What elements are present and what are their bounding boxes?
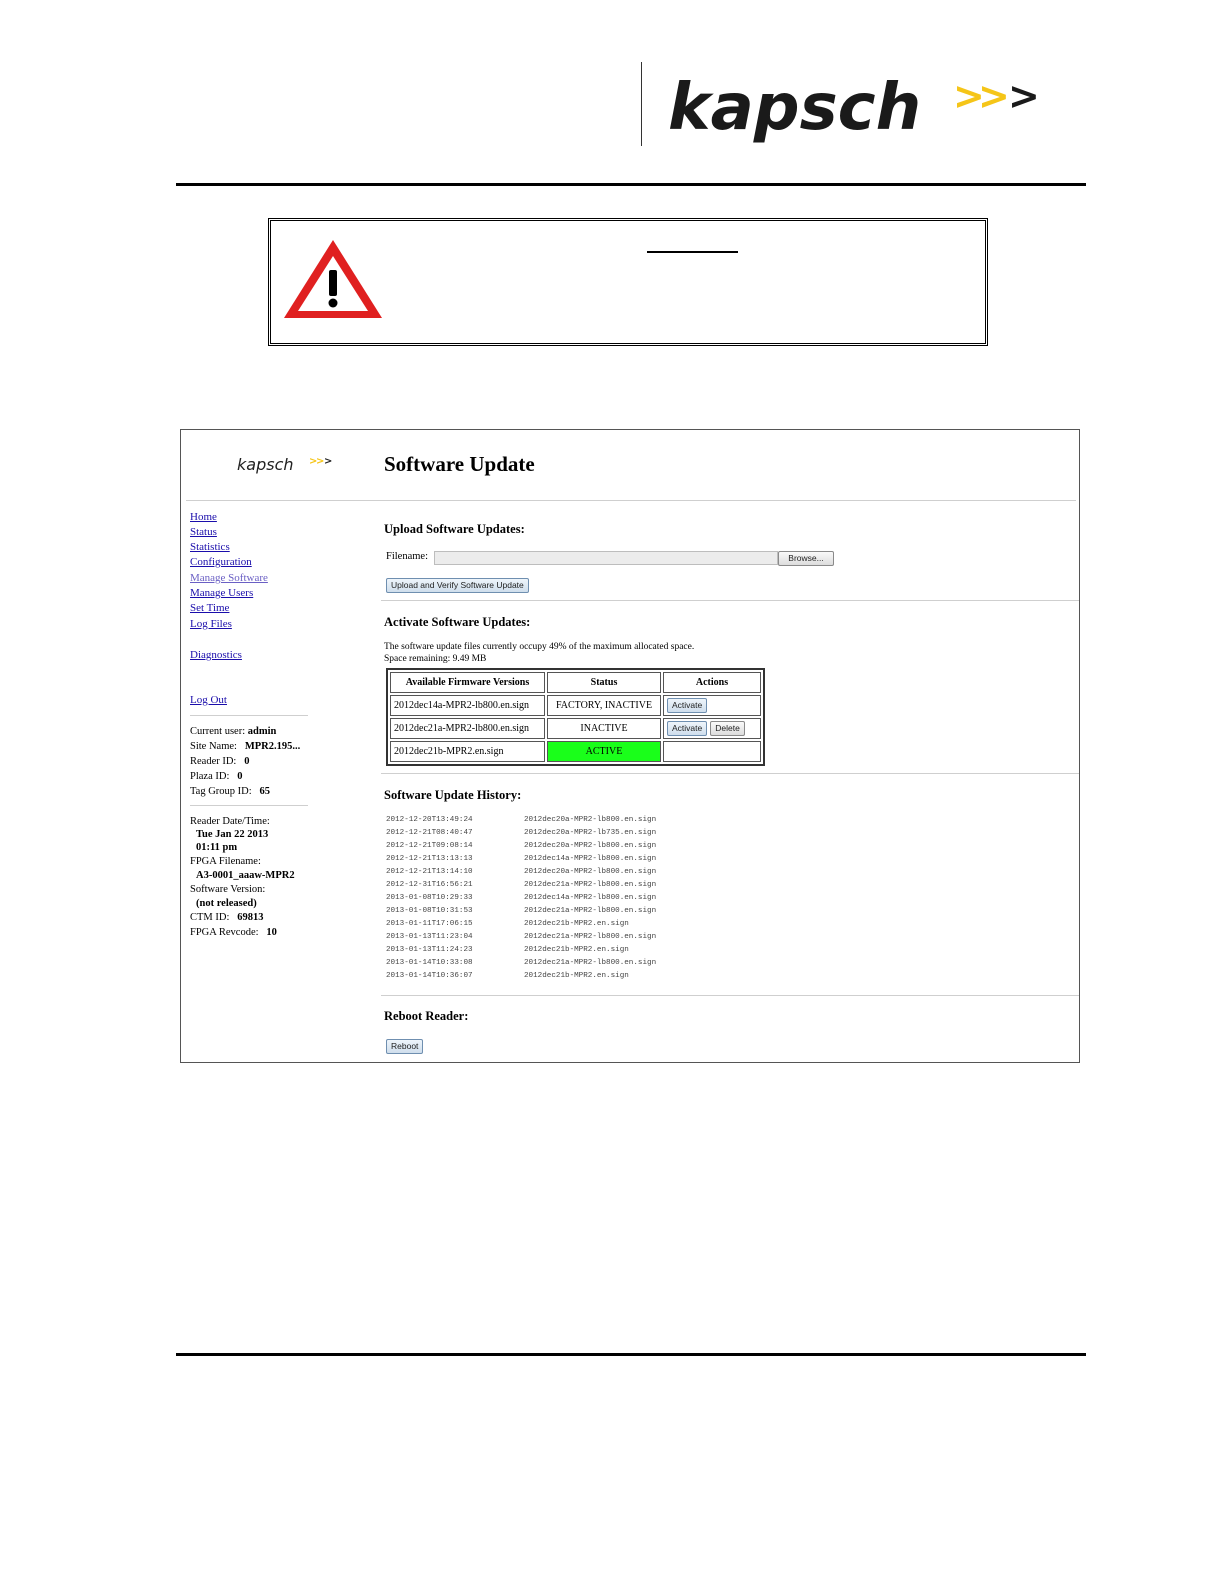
history-filename: 2012dec14a-MPR2-lb800.en.sign — [524, 855, 657, 863]
nav-manage-users[interactable]: Manage Users — [190, 587, 254, 599]
activate-button[interactable]: Activate — [667, 721, 707, 736]
reader-datetime-label: Reader Date/Time: — [190, 816, 270, 827]
nav-statistics[interactable]: Statistics — [190, 541, 230, 553]
history-filename: 2012dec21b-MPR2.en.sign — [524, 920, 629, 928]
space-remaining-text: Space remaining: 9.49 MB — [384, 654, 487, 664]
svg-text:>: > — [309, 456, 318, 467]
history-timestamp: 2012-12-21T08:40:47 — [386, 829, 473, 837]
history-timestamp: 2013-01-08T10:31:53 — [386, 907, 473, 915]
firmware-version: 2012dec21b-MPR2.en.sign — [390, 741, 545, 762]
page-title: Software Update — [384, 452, 535, 476]
kapsch-logo — [668, 64, 1088, 144]
software-update-screenshot — [180, 429, 1080, 1063]
activate-divider — [381, 773, 1080, 774]
header-divider — [641, 62, 642, 146]
history-filename: 2012dec21a-MPR2-lb800.en.sign — [524, 959, 657, 967]
reboot-button[interactable]: Reboot — [386, 1039, 423, 1054]
col-versions: Available Firmware Versions — [390, 672, 545, 693]
upload-verify-button[interactable]: Upload and Verify Software Update — [386, 578, 529, 593]
history-timestamp: 2012-12-31T16:56:21 — [386, 881, 473, 889]
table-row — [390, 741, 761, 762]
history-timestamp: 2012-12-21T09:08:14 — [386, 842, 473, 850]
reader-time: 01:11 pm — [196, 842, 238, 853]
warning-icon — [279, 234, 387, 324]
site-name: Site Name: MPR2.195... — [190, 741, 301, 752]
reboot-section-title: Reboot Reader: — [384, 1009, 469, 1023]
filename-input[interactable] — [434, 551, 778, 565]
nav-log-files[interactable]: Log Files — [190, 618, 232, 630]
history-filename: 2012dec14a-MPR2-lb800.en.sign — [524, 894, 657, 902]
table-row — [390, 718, 761, 739]
fpga-revcode: FPGA Revcode: 10 — [190, 927, 277, 938]
software-version: (not released) — [196, 898, 257, 909]
upload-divider — [381, 600, 1080, 601]
history-timestamp: 2012-12-21T13:14:10 — [386, 868, 473, 876]
history-section-title: Software Update History: — [384, 788, 522, 802]
filename-label: Filename: — [386, 551, 428, 562]
firmware-table-header — [390, 672, 761, 693]
svg-text:kapsch: kapsch — [237, 455, 294, 474]
nav-status[interactable]: Status — [190, 526, 217, 538]
fpga-filename: A3-0001_aaaw-MPR2 — [196, 870, 295, 881]
browse-button[interactable]: Browse... — [778, 551, 834, 566]
plaza-id: Plaza ID: 0 — [190, 771, 243, 782]
firmware-table — [386, 668, 765, 766]
reader-date: Tue Jan 22 2013 — [196, 829, 269, 840]
firmware-actions — [663, 741, 761, 762]
current-user: Current user: admin — [190, 726, 277, 737]
svg-text:kapsch: kapsch — [668, 71, 922, 144]
firmware-version: 2012dec14a-MPR2-lb800.en.sign — [390, 695, 545, 716]
history-timestamp: 2013-01-13T11:24:23 — [386, 946, 473, 954]
footer-rule — [176, 1353, 1086, 1356]
activate-button[interactable]: Activate — [667, 698, 707, 713]
history-timestamp: 2013-01-14T10:33:08 — [386, 959, 473, 967]
nav-configuration[interactable]: Configuration — [190, 556, 252, 568]
svg-text:>: > — [316, 456, 325, 467]
history-timestamp: 2013-01-13T11:23:04 — [386, 933, 473, 941]
history-timestamp: 2012-12-20T13:49:24 — [386, 816, 473, 824]
reader-id: Reader ID: 0 — [190, 756, 250, 767]
software-version-label: Software Version: — [190, 884, 266, 895]
firmware-actions — [663, 718, 761, 739]
history-filename: 2012dec20a-MPR2-lb800.en.sign — [524, 816, 657, 824]
logo-chevron-1: > — [953, 74, 985, 118]
nav-diagnostics[interactable]: Diagnostics — [190, 649, 242, 661]
title-divider — [186, 500, 1076, 501]
history-filename: 2012dec21a-MPR2-lb800.en.sign — [524, 907, 657, 915]
logo-chevron-3: > — [1008, 74, 1040, 118]
history-filename: 2012dec21a-MPR2-lb800.en.sign — [524, 881, 657, 889]
history-filename: 2012dec21b-MPR2.en.sign — [524, 946, 629, 954]
warning-heading-underline — [647, 251, 738, 253]
firmware-status: INACTIVE — [547, 718, 661, 739]
fpga-filename-label: FPGA Filename: — [190, 856, 261, 867]
ctm-id: CTM ID: 69813 — [190, 912, 264, 923]
history-filename: 2012dec20a-MPR2-lb800.en.sign — [524, 868, 657, 876]
col-status: Status — [547, 672, 661, 693]
logo-chevron-2: > — [978, 74, 1010, 118]
col-actions: Actions — [663, 672, 761, 693]
history-filename: 2012dec21a-MPR2-lb800.en.sign — [524, 933, 657, 941]
svg-text:>: > — [324, 456, 333, 467]
activate-section-title: Activate Software Updates: — [384, 615, 531, 629]
nav-manage-software[interactable]: Manage Software — [190, 572, 268, 584]
nav-log-out[interactable]: Log Out — [190, 694, 227, 706]
history-filename: 2012dec20a-MPR2-lb735.en.sign — [524, 829, 657, 837]
firmware-version: 2012dec21a-MPR2-lb800.en.sign — [390, 718, 545, 739]
tag-group-id: Tag Group ID: 65 — [190, 786, 271, 797]
sidebar-divider-1 — [190, 715, 308, 716]
firmware-status: FACTORY, INACTIVE — [547, 695, 661, 716]
history-timestamp: 2013-01-11T17:06:15 — [386, 920, 473, 928]
nav-set-time[interactable]: Set Time — [190, 602, 230, 614]
history-timestamp: 2013-01-14T10:36:07 — [386, 972, 473, 980]
firmware-status-active: ACTIVE — [547, 741, 661, 762]
history-timestamp: 2012-12-21T13:13:13 — [386, 855, 473, 863]
history-filename: 2012dec21b-MPR2.en.sign — [524, 972, 629, 980]
history-filename: 2012dec20a-MPR2-lb800.en.sign — [524, 842, 657, 850]
firmware-actions — [663, 695, 761, 716]
upload-section-title: Upload Software Updates: — [384, 522, 525, 536]
app-logo — [233, 450, 343, 478]
history-divider — [381, 995, 1080, 996]
table-row — [390, 695, 761, 716]
sidebar-divider-2 — [190, 805, 308, 806]
space-usage-text: The software update files currently occupy 49% of the maximum allocated space. — [384, 642, 695, 652]
delete-button[interactable]: Delete — [710, 721, 745, 736]
nav-home[interactable]: Home — [190, 511, 217, 523]
history-timestamp: 2013-01-08T10:29:33 — [386, 894, 473, 902]
header-rule — [176, 183, 1086, 186]
